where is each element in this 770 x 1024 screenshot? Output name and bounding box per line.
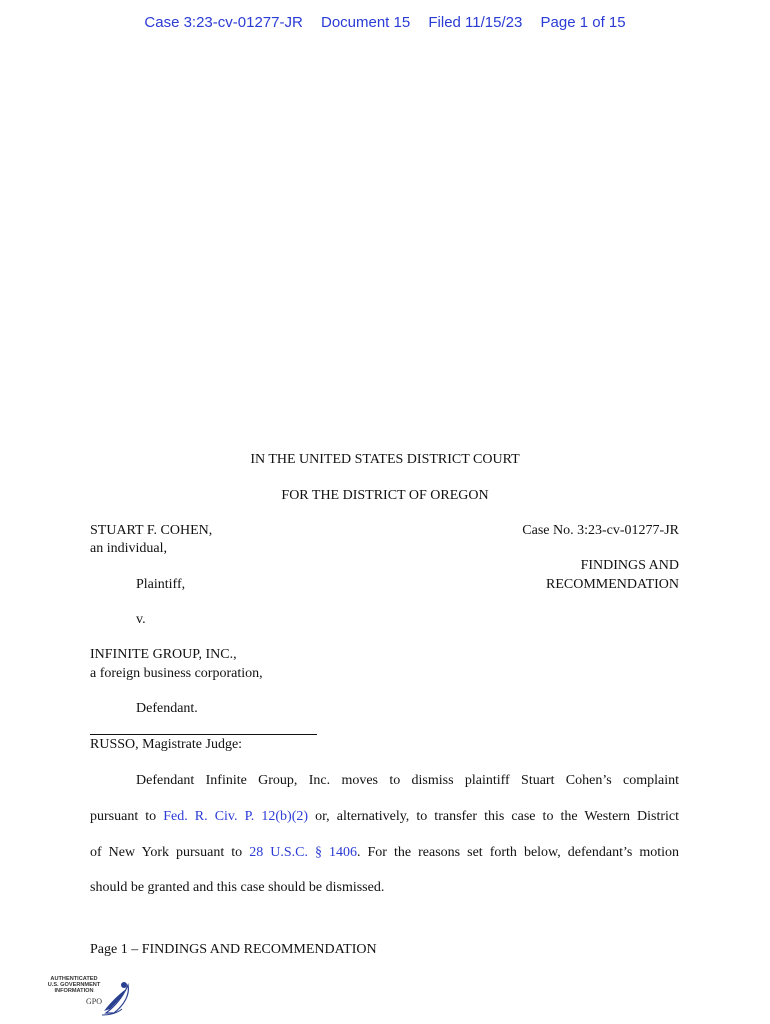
eagle-icon xyxy=(44,973,134,1019)
defendant-role: Defendant. xyxy=(136,701,198,716)
body-line-4: should be granted and this case should be dismissed. xyxy=(90,880,385,895)
body-text: . For the reasons set forth below, defendant’s motion xyxy=(357,845,680,860)
gpo-authentication-seal xyxy=(44,973,134,1019)
versus: v. xyxy=(136,612,146,627)
header-document: Document 15 xyxy=(320,14,411,31)
body-text: or, alternatively, to transfer this case to the Western District xyxy=(308,809,679,824)
citation-link-frcp[interactable]: Fed. R. Civ. P. 12(b)(2) xyxy=(163,809,309,824)
plaintiff-name: STUART F. COHEN, xyxy=(90,523,213,538)
defendant-description: a foreign business corporation, xyxy=(90,666,263,681)
seal-line-1: AUTHENTICATED xyxy=(50,976,98,982)
page-footer: Page 1 – FINDINGS AND RECOMMENDATION xyxy=(90,942,377,957)
header-case-number: Case 3:23-cv-01277-JR xyxy=(144,14,303,31)
body-line-2 xyxy=(90,808,679,826)
seal-line-2: U.S. GOVERNMENT xyxy=(47,982,101,988)
case-number: Case No. 3:23-cv-01277-JR xyxy=(522,523,679,538)
citation-link-usc[interactable]: 28 U.S.C. § 1406 xyxy=(249,845,357,860)
document-title-line1: FINDINGS AND xyxy=(580,558,679,573)
body-text: pursuant to xyxy=(90,809,164,824)
plaintiff-description: an individual, xyxy=(90,541,167,556)
plaintiff-role: Plaintiff, xyxy=(136,577,186,592)
header-page: Page 1 of 15 xyxy=(540,14,626,31)
court-district: FOR THE DISTRICT OF OREGON xyxy=(281,488,489,503)
defendant-name: INFINITE GROUP, INC., xyxy=(90,647,237,662)
seal-line-3: INFORMATION xyxy=(54,988,94,994)
court-name: IN THE UNITED STATES DISTRICT COURT xyxy=(250,452,520,467)
judge-line: RUSSO, Magistrate Judge: xyxy=(90,737,243,752)
document-title-line2: RECOMMENDATION xyxy=(546,577,679,592)
seal-abbr: GPO xyxy=(86,997,103,1006)
caption-divider xyxy=(90,734,317,735)
body-line-3 xyxy=(90,844,679,862)
ecf-header xyxy=(0,14,770,31)
body-line-1: Defendant Infinite Group, Inc. moves to dismiss plaintiff Stuart Cohen’s complaint xyxy=(136,773,679,788)
header-filed-date: Filed 11/15/23 xyxy=(428,14,523,31)
body-text: of New York pursuant to xyxy=(90,845,250,860)
